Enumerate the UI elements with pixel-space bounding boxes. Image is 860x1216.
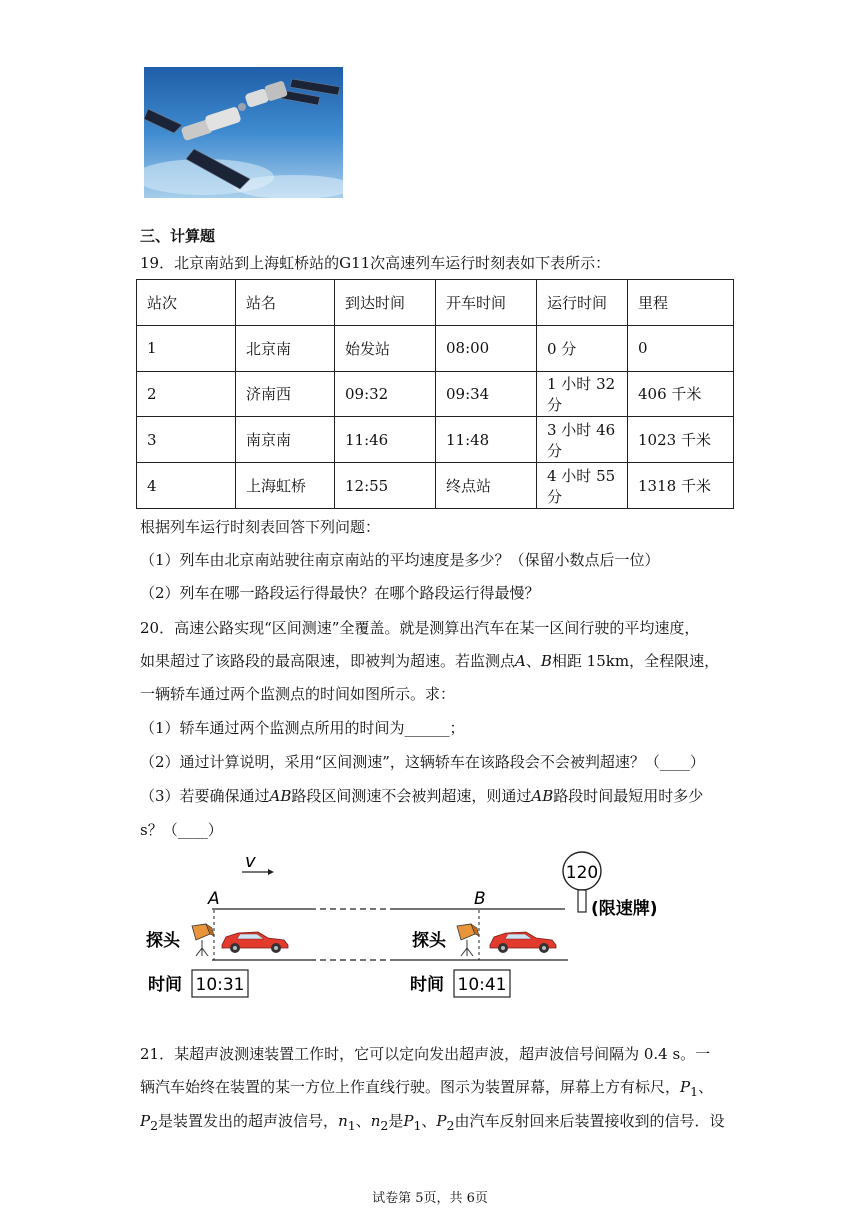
probe-b-label: 探头 [412, 931, 446, 951]
speed-limit-value: 120 [565, 863, 599, 883]
n2-subscript: 2 [380, 1118, 389, 1133]
p1-symbol: P [403, 1112, 414, 1130]
segment-ab-label: AB [531, 787, 554, 805]
table-cell: 济南西 [236, 371, 335, 417]
point-a-label: A [515, 652, 526, 670]
q21-line3-text: 是 [388, 1112, 404, 1130]
q20-line2-end: 相距 15km，全程限速， [551, 652, 720, 670]
q20-line3: 一辆轿车通过两个监测点的时间如图所示。求： [140, 685, 456, 703]
header-cell: 站名 [236, 280, 335, 326]
table-cell: 0 分 [537, 325, 628, 371]
probe-a-label: 探头 [146, 931, 180, 951]
q21-line1: 21．某超声波测速装置工作时，它可以定向发出超声波，超声波信号间隔为 0.4 s。一 [140, 1045, 711, 1063]
table-cell: 终点站 [436, 463, 537, 509]
q21-line2-text: 辆汽车始终在装置的某一方位上作直线行驶。图示为装置屏幕，屏幕上方有标尺， [140, 1078, 681, 1096]
point-b-label: B [540, 652, 552, 670]
table-row [137, 417, 734, 463]
point-b: B [474, 889, 486, 909]
page-footer: 试卷第 5页，共 6页 [372, 1191, 488, 1206]
n1-symbol: n [338, 1112, 348, 1130]
p2-subscript: 2 [446, 1118, 455, 1133]
table-header-row [137, 280, 734, 326]
separator: 、 [421, 1112, 437, 1130]
separator: 、 [355, 1112, 371, 1130]
table-cell: 1023 千米 [628, 417, 734, 463]
p1-subscript: 1 [413, 1118, 422, 1133]
velocity-arrowhead [268, 869, 274, 875]
header-cell: 运行时间 [537, 280, 628, 326]
table-cell: 09:32 [335, 371, 436, 417]
q20-line2-text: 如果超过了该路段的最高限速，即被判为超速。若监测点 [140, 652, 516, 670]
table-cell: 406 千米 [628, 371, 734, 417]
header-cell: 开车时间 [436, 280, 537, 326]
time-b-value: 10:41 [457, 975, 507, 995]
time-a-label: 时间 [148, 975, 182, 995]
car-b-icon [490, 932, 556, 953]
table-cell: 09:34 [436, 371, 537, 417]
velocity-label: v [245, 851, 256, 872]
q21-line3-text: 是装置发出的超声波信号， [158, 1112, 339, 1130]
table-cell: 1 小时 32 分 [537, 371, 628, 417]
speed-measurement-figure [140, 848, 680, 1006]
table-cell: 南京南 [236, 417, 335, 463]
table-cell: 北京南 [236, 325, 335, 371]
probe-a-icon [192, 924, 214, 956]
n1-subscript: 1 [347, 1118, 356, 1133]
q20-part2: （2）通过计算说明，采用“区间测速”，这辆轿车在该路段会不会被判超速？（____） [140, 753, 705, 771]
p2-symbol: P [436, 1112, 447, 1130]
q20-line2 [140, 651, 719, 671]
car-a-icon [222, 932, 288, 953]
table-cell: 11:48 [436, 417, 537, 463]
q20-line1: 20．高速公路实现“区间测速”全覆盖。就是测算出汽车在某一区间行驶的平均速度， [140, 619, 700, 637]
header-cell: 里程 [628, 280, 734, 326]
table-cell: 2 [137, 371, 236, 417]
table-cell: 1 [137, 325, 236, 371]
speed-limit-label: (限速牌) [591, 899, 658, 919]
p1-symbol: P [680, 1078, 691, 1096]
table-cell: 0 [628, 325, 734, 371]
q20-part3-text: （3）若要确保通过 [140, 787, 270, 805]
q19-part2: （2）列车在哪一路段运行得最快？在哪个路段运行得最慢？ [140, 584, 540, 602]
point-a: A [208, 889, 220, 909]
table-cell: 始发站 [335, 325, 436, 371]
time-a-value: 10:31 [195, 975, 245, 995]
table-cell: 11:46 [335, 417, 436, 463]
separator: 、 [525, 652, 541, 670]
p2-subscript: 2 [150, 1118, 159, 1133]
table-cell: 3 小时 46 分 [537, 417, 628, 463]
separator: 、 [698, 1078, 714, 1096]
table-cell: 上海虹桥 [236, 463, 335, 509]
n2-symbol: n [370, 1112, 381, 1130]
q21-line3 [140, 1111, 724, 1136]
time-b-label: 时间 [410, 975, 444, 995]
p1-subscript: 1 [690, 1084, 699, 1099]
header-cell: 站次 [137, 280, 236, 326]
q20-part3 [140, 786, 703, 806]
header-cell: 到达时间 [335, 280, 436, 326]
space-station-photo [144, 67, 343, 198]
table-cell: 08:00 [436, 325, 537, 371]
q19-intro: 19．北京南站到上海虹桥站的G11次高速列车运行时刻表如下表所示： [140, 254, 611, 272]
table-cell: 3 [137, 417, 236, 463]
q20-part3-text: 路段区间测速不会被判超速，则通过 [291, 787, 532, 805]
q20-part3-text: 路段时间最短用时多少 [553, 787, 704, 805]
q19-part1: （1）列车由北京南站驶往南京南站的平均速度是多少？（保留小数点后一位） [140, 551, 660, 569]
table-cell: 4 [137, 463, 236, 509]
q21-line2 [140, 1077, 713, 1102]
q21-line3-text: 由汽车反射回来后装置接收到的信号．设 [454, 1112, 725, 1130]
table-row [137, 325, 734, 371]
table-row [137, 463, 734, 509]
table-cell: 1318 千米 [628, 463, 734, 509]
segment-ab-label: AB [269, 787, 292, 805]
q20-part3-cont: s？（____） [140, 821, 223, 839]
probe-b-icon [457, 924, 479, 956]
section-title: 三、计算题 [140, 227, 216, 245]
train-timetable [136, 279, 734, 509]
table-cell: 12:55 [335, 463, 436, 509]
p2-symbol: P [140, 1112, 151, 1130]
q20-part1: （1）轿车通过两个监测点所用的时间为______； [140, 719, 465, 737]
q19-lead: 根据列车运行时刻表回答下列问题： [140, 518, 381, 536]
table-cell: 4 小时 55 分 [537, 463, 628, 509]
table-row [137, 371, 734, 417]
